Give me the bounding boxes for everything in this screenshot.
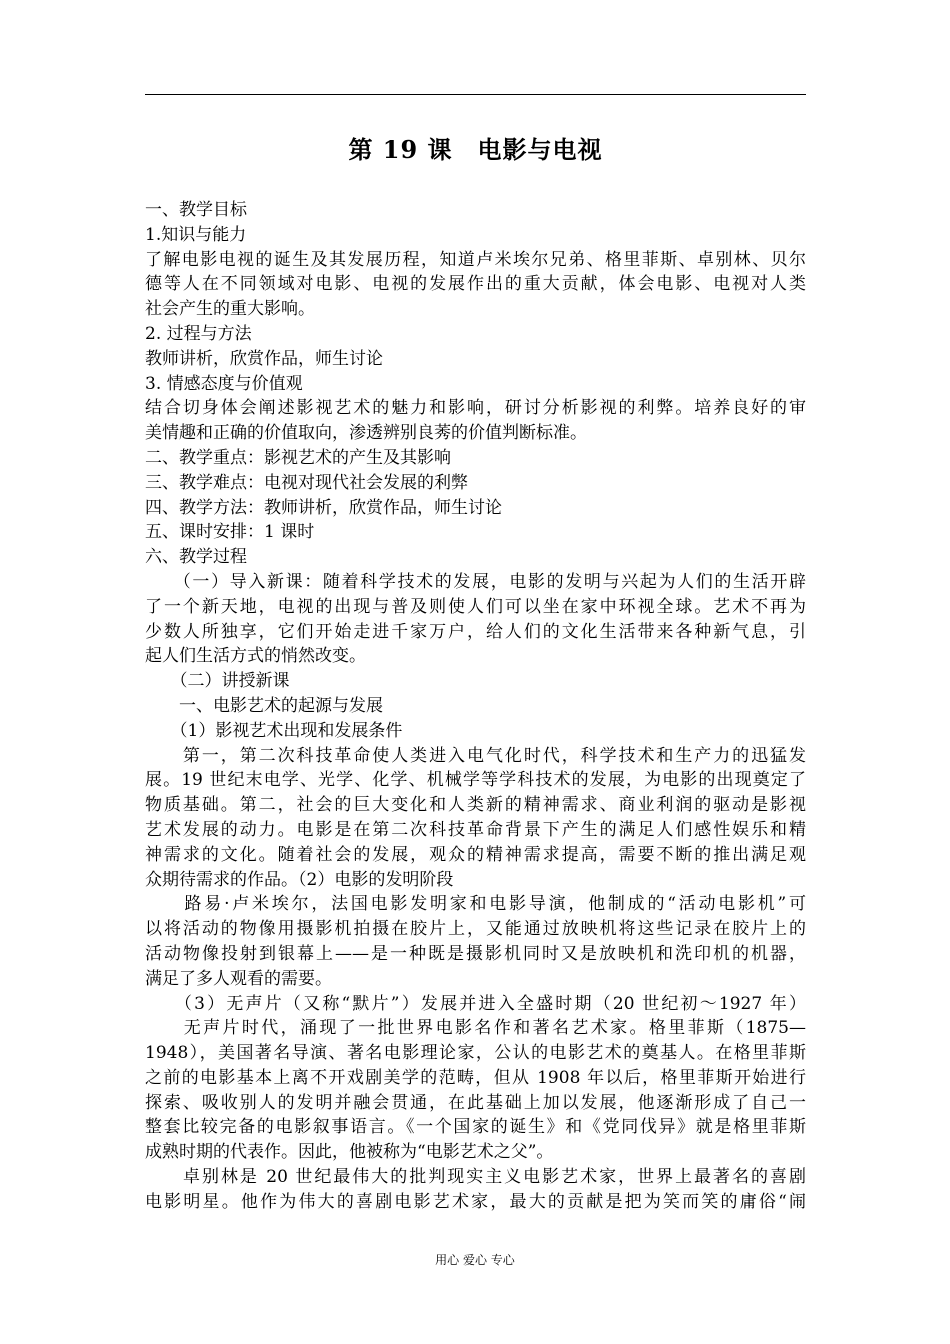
- text-line: 众期待需求的作品。（2）电影的发明阶段: [145, 869, 454, 890]
- text-line: 物质基础。第二，社会的巨大变化和人类新的精神需求、商业利润的驱动是影视: [145, 795, 806, 816]
- text-line: 卓别林是 20 世纪最伟大的批判现实主义电影艺术家，世界上最著名的喜剧: [145, 1167, 806, 1188]
- text-line: 五、课时安排：1 课时: [145, 522, 315, 543]
- text-line: 艺术发展的动力。电影是在第二次科技革命背景下产生的满足人们感性娱乐和精: [145, 819, 806, 840]
- text-line: 教师讲析，欣赏作品，师生讨论: [145, 348, 383, 369]
- text-line: 满足了多人观看的需要。: [145, 968, 332, 989]
- text-line: 1.知识与能力: [145, 224, 247, 245]
- text-line: 四、教学方法：教师讲析，欣赏作品，师生讨论: [145, 497, 502, 518]
- text-line: 德等人在不同领域对电影、电视的发展作出的重大贡献，体会电影、电视对人类: [145, 274, 806, 295]
- text-line: 之前的电影基本上离不开戏剧美学的范畴，但从 1908 年以后，格里菲斯开始进行: [145, 1067, 806, 1088]
- document-body: [145, 198, 806, 1215]
- text-line: 2. 过程与方法: [145, 323, 252, 344]
- text-line: 整套比较完备的电影叙事语言。《一个国家的诞生》和《党同伐异》就是格里菲斯: [145, 1117, 806, 1138]
- text-line: 社会产生的重大影响。: [145, 299, 315, 320]
- text-line: 3. 情感态度与价值观: [145, 373, 303, 394]
- text-line: 美情趣和正确的价值取向，渗透辨别良莠的价值判断标准。: [145, 423, 587, 444]
- text-line: 起人们生活方式的悄然改变。: [145, 646, 366, 667]
- text-line: 三、教学难点：电视对现代社会发展的利弊: [145, 472, 468, 493]
- text-line: （一）导入新课：随着科学技术的发展，电影的发明与兴起为人们的生活开辟: [145, 571, 806, 592]
- text-line: 神需求的文化。随着社会的发展，观众的精神需求提高，需要不断的推出满足观: [145, 844, 806, 865]
- text-line: 六、教学过程: [145, 547, 247, 568]
- text-line: 了解电影电视的诞生及其发展历程，知道卢米埃尔兄弟、格里菲斯、卓别林、贝尔: [145, 249, 806, 270]
- text-line: 以将活动的物像用摄影机拍摄在胶片上，又能通过放映机将这些记录在胶片上的: [145, 919, 806, 940]
- header-rule: [145, 94, 806, 95]
- text-line: 成熟时期的代表作。因此，他被称为“电影艺术之父”。: [145, 1142, 554, 1163]
- text-line: 活动物像投射到银幕上——是一种既是摄影机同时又是放映机和洗印机的机器，: [145, 943, 806, 964]
- text-line: （1）影视艺术出现和发展条件: [145, 720, 403, 741]
- page-title: 第 19 课 电影与电视: [348, 135, 603, 164]
- text-line: 少数人所独享，它们开始走进千家万户，给人们的文化生活带来各种新气息，引: [145, 621, 806, 642]
- text-line: 展。19 世纪末电学、光学、化学、机械学等学科技术的发展，为电影的出现奠定了: [145, 770, 806, 791]
- text-line: 电影明星。他作为伟大的喜剧电影艺术家，最大的贡献是把为笑而笑的庸俗“闹: [145, 1191, 806, 1212]
- text-line: 结合切身体会阐述影视艺术的魅力和影响，研讨分析影视的利弊。培养良好的审: [145, 398, 806, 419]
- text-line: 一、教学目标: [145, 200, 247, 220]
- text-line: （二）讲授新课: [145, 671, 290, 692]
- text-line: （3）无声片（又称“默片”）发展并进入全盛时期（20 世纪初～1927 年）: [145, 993, 806, 1014]
- text-line: 1948），美国著名导演、著名电影理论家，公认的电影艺术的奠基人。在格里菲斯: [145, 1043, 806, 1064]
- text-line: 无声片时代，涌现了一批世界电影名作和著名艺术家。格里菲斯（1875—: [145, 1018, 806, 1039]
- text-line: 一、电影艺术的起源与发展: [145, 695, 383, 716]
- text-line: 了一个新天地，电视的出现与普及则使人们可以坐在家中环视全球。艺术不再为: [145, 596, 806, 617]
- text-line: 二、教学重点：影视艺术的产生及其影响: [145, 447, 451, 468]
- page-footer: 用心 爱心 专心: [435, 1253, 515, 1267]
- text-line: 第一，第二次科技革命使人类进入电气化时代，科学技术和生产力的迅猛发: [145, 745, 806, 766]
- text-line: 路易·卢米埃尔，法国电影发明家和电影导演，他制成的“活动电影机”可: [145, 894, 806, 915]
- text-line: 探索、吸收别人的发明并融会贯通，在此基础上加以发展，他逐渐形成了自己一: [145, 1092, 806, 1113]
